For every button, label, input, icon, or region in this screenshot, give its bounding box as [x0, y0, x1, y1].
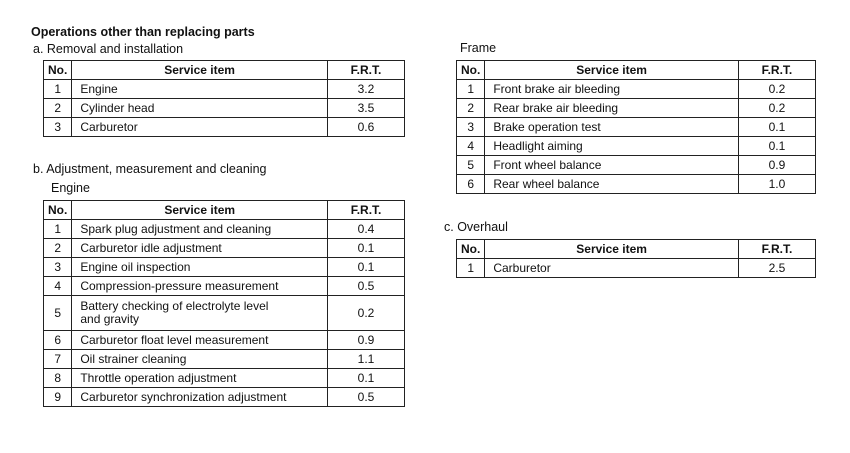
table-row: [44, 239, 405, 258]
col-header-item: Service item: [485, 61, 739, 80]
col-header-item: Service item: [72, 61, 328, 80]
row-no: 2: [457, 99, 485, 118]
row-no: 4: [457, 137, 485, 156]
row-frt: 0.1: [738, 118, 815, 137]
row-frt: 0.2: [738, 80, 815, 99]
row-no: 2: [44, 239, 72, 258]
col-header-item: Service item: [485, 240, 739, 259]
row-no: 7: [44, 350, 72, 369]
frame-table: [456, 60, 816, 194]
section-b-label: b. Adjustment, measurement and cleaning: [33, 162, 267, 176]
row-frt: 0.1: [328, 369, 405, 388]
row-item: Oil strainer cleaning: [72, 350, 328, 369]
col-header-frt: F.R.T.: [738, 61, 815, 80]
table-header-row: [44, 61, 405, 80]
table-header-row: [457, 240, 816, 259]
col-header-item: Service item: [72, 201, 328, 220]
table-row: [457, 259, 816, 278]
section-b-sublabel: Engine: [51, 181, 90, 195]
table-row: [44, 258, 405, 277]
row-item: Throttle operation adjustment: [72, 369, 328, 388]
row-item: Headlight aiming: [485, 137, 739, 156]
table-row: [457, 118, 816, 137]
row-item: Carburetor float level measurement: [72, 331, 328, 350]
page-heading: Operations other than replacing parts: [31, 25, 255, 39]
table-row: [44, 388, 405, 407]
table-row: [44, 296, 405, 331]
col-header-no: No.: [44, 201, 72, 220]
row-item: Carburetor synchronization adjustment: [72, 388, 328, 407]
row-item: Front wheel balance: [485, 156, 739, 175]
row-frt: 0.9: [738, 156, 815, 175]
row-frt: 1.0: [738, 175, 815, 194]
row-item: Carburetor: [485, 259, 739, 278]
frame-label: Frame: [460, 41, 497, 55]
section-c-label: c. Overhaul: [444, 220, 508, 234]
row-item: Carburetor: [72, 118, 328, 137]
table-header-row: [457, 61, 816, 80]
row-no: 1: [457, 259, 485, 278]
col-header-no: No.: [457, 61, 485, 80]
row-no: 3: [44, 258, 72, 277]
table-row: [457, 99, 816, 118]
row-item: Battery checking of electrolyte level and gravity: [72, 296, 328, 331]
table-row: [457, 175, 816, 194]
table-row: [44, 331, 405, 350]
col-header-frt: F.R.T.: [738, 240, 815, 259]
row-frt: 0.1: [738, 137, 815, 156]
table-row: [44, 277, 405, 296]
row-item: Brake operation test: [485, 118, 739, 137]
col-header-no: No.: [457, 240, 485, 259]
row-no: 9: [44, 388, 72, 407]
table-row: [457, 156, 816, 175]
table-header-row: [44, 201, 405, 220]
row-item: Engine oil inspection: [72, 258, 328, 277]
row-frt: 0.1: [328, 239, 405, 258]
removal-installation-table: [43, 60, 405, 137]
table-row: [44, 220, 405, 239]
row-no: 5: [44, 296, 72, 331]
row-item: Compression-pressure measurement: [72, 277, 328, 296]
row-item: Front brake air bleeding: [485, 80, 739, 99]
engine-adjustment-table: [43, 200, 405, 407]
table-row: [457, 80, 816, 99]
row-item: Engine: [72, 80, 328, 99]
col-header-frt: F.R.T.: [328, 201, 405, 220]
row-no: 1: [457, 80, 485, 99]
row-item: Cylinder head: [72, 99, 328, 118]
row-item: Rear brake air bleeding: [485, 99, 739, 118]
overhaul-table: [456, 239, 816, 278]
col-header-no: No.: [44, 61, 72, 80]
row-no: 1: [44, 220, 72, 239]
table-row: [44, 350, 405, 369]
row-no: 2: [44, 99, 72, 118]
table-row: [44, 80, 405, 99]
row-frt: 0.5: [328, 388, 405, 407]
row-frt: 0.5: [328, 277, 405, 296]
row-frt: 3.5: [327, 99, 404, 118]
table-row: [457, 137, 816, 156]
row-no: 6: [44, 331, 72, 350]
col-header-frt: F.R.T.: [327, 61, 404, 80]
row-frt: 0.1: [328, 258, 405, 277]
row-frt: 1.1: [328, 350, 405, 369]
row-frt: 0.6: [327, 118, 404, 137]
row-no: 1: [44, 80, 72, 99]
row-item: Rear wheel balance: [485, 175, 739, 194]
row-no: 5: [457, 156, 485, 175]
row-no: 6: [457, 175, 485, 194]
table-row: [44, 99, 405, 118]
row-frt: 2.5: [738, 259, 815, 278]
row-no: 4: [44, 277, 72, 296]
row-frt: 0.2: [738, 99, 815, 118]
row-frt: 0.2: [328, 296, 405, 331]
table-row: [44, 118, 405, 137]
row-no: 3: [457, 118, 485, 137]
row-frt: 3.2: [327, 80, 404, 99]
row-item: Carburetor idle adjustment: [72, 239, 328, 258]
row-no: 3: [44, 118, 72, 137]
row-frt: 0.9: [328, 331, 405, 350]
table-row: [44, 369, 405, 388]
row-item: Spark plug adjustment and cleaning: [72, 220, 328, 239]
row-frt: 0.4: [328, 220, 405, 239]
section-a-label: a. Removal and installation: [33, 42, 184, 56]
row-no: 8: [44, 369, 72, 388]
